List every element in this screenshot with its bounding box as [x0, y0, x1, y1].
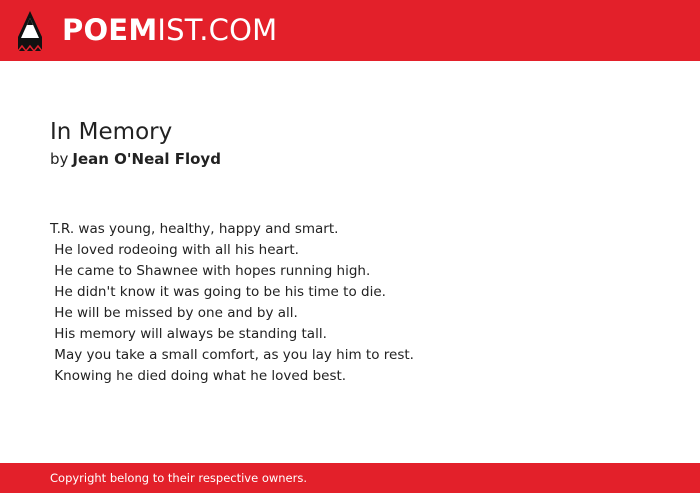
- poem-byline: [50, 149, 221, 169]
- poem-line: He came to Shawnee with hopes running high.: [50, 263, 371, 279]
- poem-line: May you take a small comfort, as you lay him to rest.: [50, 347, 414, 363]
- site-header: [0, 0, 700, 61]
- author-name: Jean O'Neal Floyd: [72, 150, 221, 168]
- site-logo-link[interactable]: [62, 12, 277, 48]
- poem-line: Knowing he died doing what he loved best.: [50, 368, 347, 384]
- brand-bold-text: POEM: [62, 13, 158, 47]
- poem-line: His memory will always be standing tall.: [50, 326, 327, 342]
- copyright-text: Copyright belong to their respective owners.: [50, 471, 308, 485]
- poem-line: T.R. was young, healthy, happy and smart.: [50, 221, 339, 237]
- poem-title: In Memory: [50, 119, 173, 145]
- pencil-icon[interactable]: [17, 10, 43, 52]
- poem-line: He didn't know it was going to be his time to die.: [50, 284, 386, 300]
- poem-line: He loved rodeoing with all his heart.: [50, 242, 299, 258]
- poem-body: [50, 219, 414, 387]
- by-label: by: [50, 150, 69, 168]
- site-footer: [0, 463, 700, 493]
- poem-line: He will be missed by one and by all.: [50, 305, 298, 321]
- brand-light-text: IST.COM: [157, 13, 278, 47]
